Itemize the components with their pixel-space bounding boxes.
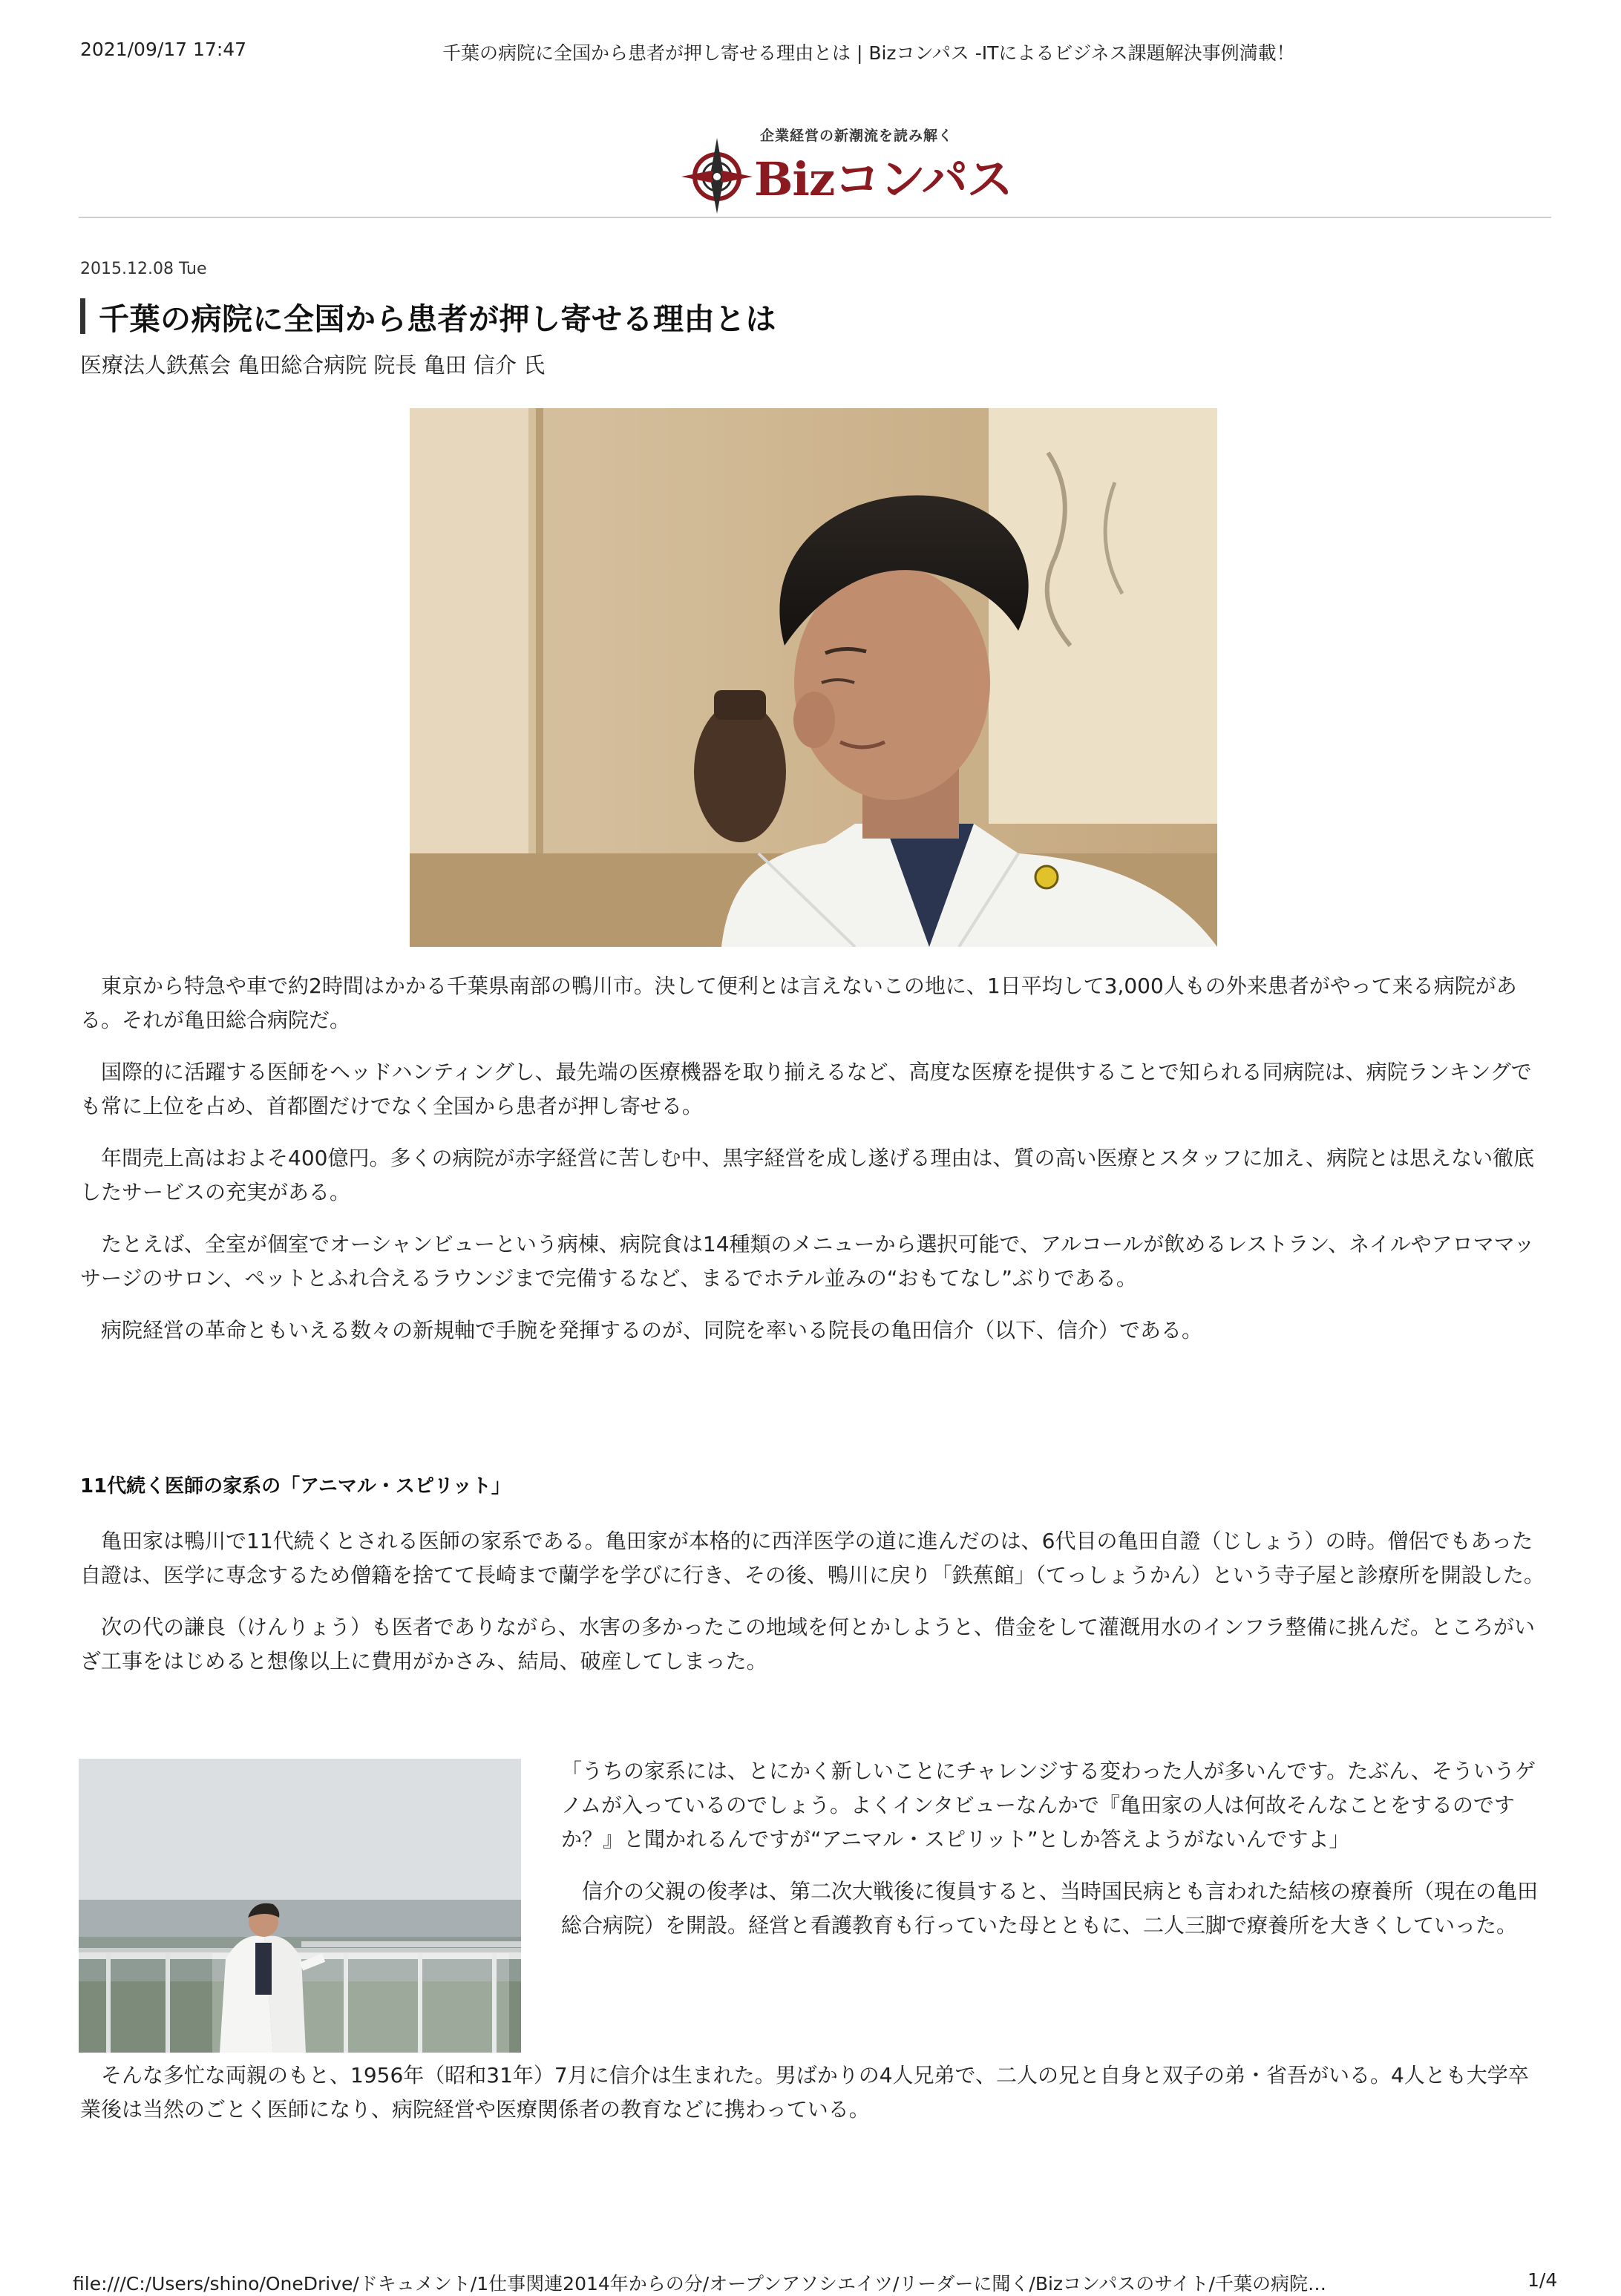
interview-quote: 「うちの家系には、とにかく新しいことにチャレンジする変わった人が多いんです。たぶん、そういうゲノムが入っているのでしょう。よくインタビューなんかで『亀田家の人は何故そんなことをするのですか？』と聞かれるんですが“アニマル・スピリット”としか答えようがないんですよ」 [561, 1759, 1536, 1851]
logo-wordmark: Bizコンパス [754, 152, 1012, 206]
paragraph: そんな多忙な両親のもと、1956年（昭和31年）7月に信介は生まれた。男ばかりの4人兄弟で、二人の兄と自身と双子の弟・省吾がいる。4人とも大学卒業後は当然のごとく医師になり、病院経営や医療関係者の教育などに携わっている。 [80, 2063, 1529, 2122]
print-datetime: 2021/09/17 17:47 [80, 39, 247, 60]
paragraph: 次の代の謙良（けんりょう）も医者でありながら、水害の多かったこの地域を何とかしようと、借金をして灌漑用水のインフラ整備に挑んだ。ところがいざ工事をはじめると想像以上に費用がかさみ、結局、破産してしまった。 [80, 1615, 1536, 1673]
print-file-url: file:///C:/Users/shino/OneDrive/ドキュメント/1仕事関連2014年からの分/オープンアソシエイツ/リーダーに聞く/Bizコンパスのサイト/千葉の病院… [73, 2273, 1326, 2295]
article-title [80, 294, 776, 338]
post-date: 2015.12.08 Tue [80, 260, 207, 278]
main-portrait-photo [410, 408, 1217, 947]
print-header [0, 39, 1621, 68]
paragraph: 亀田家は鴨川で11代続くとされる医師の家系である。亀田家が本格的に西洋医学の道に進んだのは、6代目の亀田自證（じしょう）の時。僧侶でもあった自證は、医学に専念するため僧籍を捨てて長崎まで蘭学を学びに行き、その後、鴨川に戻り「鉄蕉館」（てっしょうかん）という寺子屋と診療所を開設した。 [80, 1529, 1545, 1587]
article-subtitle: 医療法人鉄蕉会 亀田総合病院 院長 亀田 信介 氏 [80, 352, 546, 378]
paragraph: 東京から特急や車で約2時間はかかる千葉県南部の鴨川市。決して便利とは言えないこの地に、1日平均して3,000人もの外来患者がやって来る病院がある。それが亀田総合病院だ。 [80, 974, 1517, 1032]
logo-tagline: 企業経営の新潮流を読み解く [760, 128, 954, 144]
intro-paragraphs [80, 969, 1547, 1365]
paragraph: 年間売上高はおよそ400億円。多くの病院が赤字経営に苦しむ中、黒字経営を成し遂げる理由は、質の高い医療とスタッフに加え、病院とは思えない徹底したサービスの充実がある。 [80, 1146, 1535, 1204]
header-divider [79, 217, 1551, 218]
side-text [561, 1754, 1548, 1961]
paragraph: 国際的に活躍する医師をヘッドハンティングし、最先端の医療機器を取り揃えるなど、高度な医療を提供することで知られる同病院は、病院ランキングでも常に上位を占め、首都圏だけでなく全国から患者が押し寄せる。 [80, 1060, 1532, 1118]
paragraph: たとえば、全室が個室でオーシャンビューという病棟、病院食は14種類のメニューから選択可能で、アルコールが飲めるレストラン、ネイルやアロママッサージのサロン、ペットとふれ合えるラウンジまで完備するなど、まるでホテル並みの“おもてなし”ぶりである。 [80, 1232, 1535, 1290]
print-page-title: 千葉の病院に全国から患者が押し寄せる理由とは | Bizコンパス -ITによるビジネス課題解決事例満載！ [442, 42, 1295, 64]
paragraph: 病院経営の革命ともいえる数々の新規軸で手腕を発揮するのが、同院を率いる院長の亀田信介（以下、信介）である。 [101, 1318, 1203, 1342]
article-title-text: 千葉の病院に全国から患者が押し寄せる理由とは [99, 301, 776, 337]
rooftop-portrait-photo [79, 1759, 521, 2053]
section-paragraphs [80, 1524, 1547, 1696]
paragraph: 信介の父親の俊孝は、第二次大戦後に復員すると、当時国民病とも言われた結核の療養所（現在の亀田総合病院）を開設。経営と看護教育も行っていた母とともに、二人三脚で療養所を大きくしていった。 [561, 1879, 1539, 1938]
closing-paragraph [80, 2059, 1547, 2145]
title-accent-bar [80, 298, 85, 334]
section-heading: 11代続く医師の家系の「アニマル・スピリット」 [80, 1475, 511, 1498]
print-page-number: 1/4 [1527, 2269, 1558, 2291]
site-logo[interactable] [681, 125, 1012, 214]
compass-icon [681, 137, 753, 214]
